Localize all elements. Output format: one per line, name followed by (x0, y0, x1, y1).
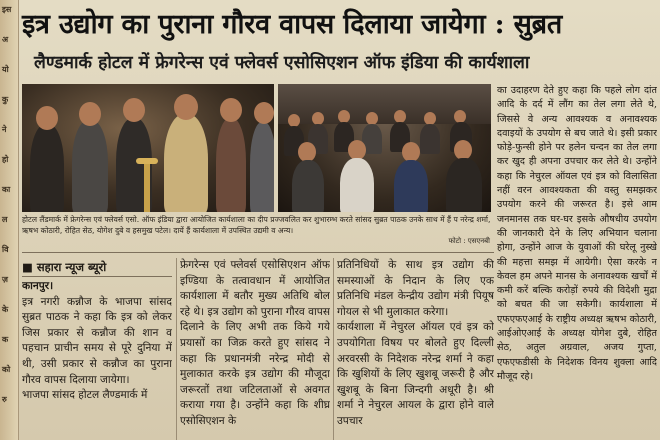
edge-fragment: अ (2, 35, 9, 44)
column-divider (333, 258, 334, 440)
edge-fragment: का (2, 185, 11, 194)
article-column-2 (180, 258, 330, 440)
byline: ■ सहारा न्यूज ब्यूरो (22, 258, 172, 277)
headline: इत्र उद्योग का पुराना गौरव वापस दिलाया जायेगा : सुब्रत (22, 9, 563, 40)
edge-fragment: इस (2, 5, 12, 14)
edge-fragment: को (2, 365, 11, 374)
adjacent-column-edge (0, 0, 19, 440)
edge-fragment: ल (2, 215, 8, 224)
paragraph: कार्यशाला में नेचुरल ऑयल एवं इत्र को उपयोगिता विषय पर बोलते हुए दिल्ली अरवरसी के निदेशक नरेन्द्र शर्मा ने कहा कि खुशियों के लिए खुशबू जरूरी है और खुशबू के बिना जिन्दगी अधूरी है। श्री शर्मा ने नेचुरल आयल के द्वारा होने वाले उपचार (337, 321, 494, 427)
photo-caption (22, 214, 494, 245)
paragraph: इत्र नगरी कन्नौज के भाजपा सांसद सुब्रत पाठक ने कहा कि इत्र को लेकर जिस प्रकार से कन्नौज की शान व पहचान प्राचीन समय से पूरे दुनिया में थी, उसी प्रकार से कन्नौज का पुराना गौरव वापस दिलाया जायेगा। (22, 295, 172, 386)
byline-text: सहारा न्यूज ब्यूरो (36, 260, 107, 274)
edge-fragment: ज़ (2, 275, 8, 284)
photo-credit: फोटो : एसएनबी (448, 237, 490, 245)
dateline: कानपुर। (22, 280, 54, 292)
paragraph: भाजपा सांसद होटल लैण्डमार्क में (22, 389, 148, 402)
caption-text: होटल लैंडमार्क में फ्रेगरेन्स एवं फ्लेवर्स एसो. ऑफ इंडिया द्वारा आयोजित कार्यशाला का दीप प्रज्जवलित कर शुभारम्भ करते सांसद सुब्रत पाठक उनके साथ में हैं प नरेन्द्र शर्मा, ऋषभ कोठारी, रोहित सेठ, योगेश दुबे व हसमुख पटेल। दायें हैं कार्यशाला में उपस्थित उद्यमी व अन्य। (22, 215, 491, 235)
caption-divider (22, 252, 494, 253)
edge-fragment: यो (2, 65, 9, 74)
edge-fragment: रु (2, 395, 7, 404)
article-column-3 (337, 258, 494, 440)
edge-fragment: क (2, 335, 9, 344)
photo-audience (278, 84, 491, 212)
photo-lamp-lighting (22, 84, 274, 212)
edge-fragment: कु (2, 95, 9, 104)
paragraph: फ्रेगरेन्स एवं फ्लेवर्स एसोसिएशन ऑफ इण्डिया के तत्वावधान में आयोजित कार्यशाला में बतौर मुख्य अतिथि बोल रहे थे। इत्र उद्योग को पुराना गौरव वापस दिलाने के लिए अभी तक किये गये प्रयासों का जिक्र करते हुए सांसद ने कहा कि प्रधानमंत्री नरेन्द्र मोदी से मुलाकात करके इत्र उद्योग की मौजूदा जरूरतों तथा जटिलताओं से अवगत कराया गया है। उन्होंने कहा कि शीघ्र एसोसिएशन के (180, 259, 330, 427)
edge-fragment: वि (2, 245, 9, 254)
article-column-1 (22, 258, 172, 440)
article-column-right (497, 84, 657, 440)
edge-fragment: के (2, 305, 9, 314)
paragraph: प्रतिनिधियों के साथ इत्र उद्योग की समस्याओं के निदान के लिए एक प्रतिनिधि मंडल केन्द्रीय उद्योग मंत्री पियूष गोयल से भी मुलाकात करेगा। (337, 259, 494, 318)
edge-fragment: ने (2, 125, 7, 134)
subheadline: लैण्डमार्क होटल में फ्रेगरेन्स एवं फ्लेवर्स एसोसिएशन ऑफ इंडिया की कार्यशाला (34, 53, 530, 73)
paragraph: का उदाहरण देते हुए कहा कि पहले लोग दांत आदि के दर्द में लौंग का तेल लगा लेते थे, जिससे वे अन्य आवश्यक व अनावश्यक दवाइयों के उपयोग से बच जाते थे। इसी प्रकार फोड़े-फुन्सी होने पर हलेन चन्दन का तेल लगा कर खुद ही अपना उपचार कर लेते थे। उन्होंने कहा कि नेचुरल ऑयल एवं इत्र को विलासिता नहीं वरन आवश्यकता की वस्तु समझकर उपयोग करने की जरूरत है। इसे आम जनमानस तक घर-घर इसके औषधीय उपयोग की जानकारी देने के लिए अभियान चलाना होगा, उन्होंने आज के युवाओं की घरेलू नुस्खे की महत्ता समझ में आयेगी। ऐसा करके न केवल हम अपने मानस के अनावश्यक खर्चों में कमी करें बल्कि करोड़ों रुपये की विदेशी मुद्रा को बचत की जा सकेगी। कार्यशाला में एफएफएआई के राष्ट्रीय अध्यक्ष ऋषभ कोठारी, आईओएआई के अध्यक्ष योगेश दुबे, रोहित सेठ, अतुल अग्रवाल, अजय गुप्ता, एफएफडीसी के निदेशक विनय शुक्ला आदि मौजूद रहे। (497, 85, 657, 382)
column-divider (176, 258, 177, 440)
edge-fragment: हो (2, 155, 9, 164)
